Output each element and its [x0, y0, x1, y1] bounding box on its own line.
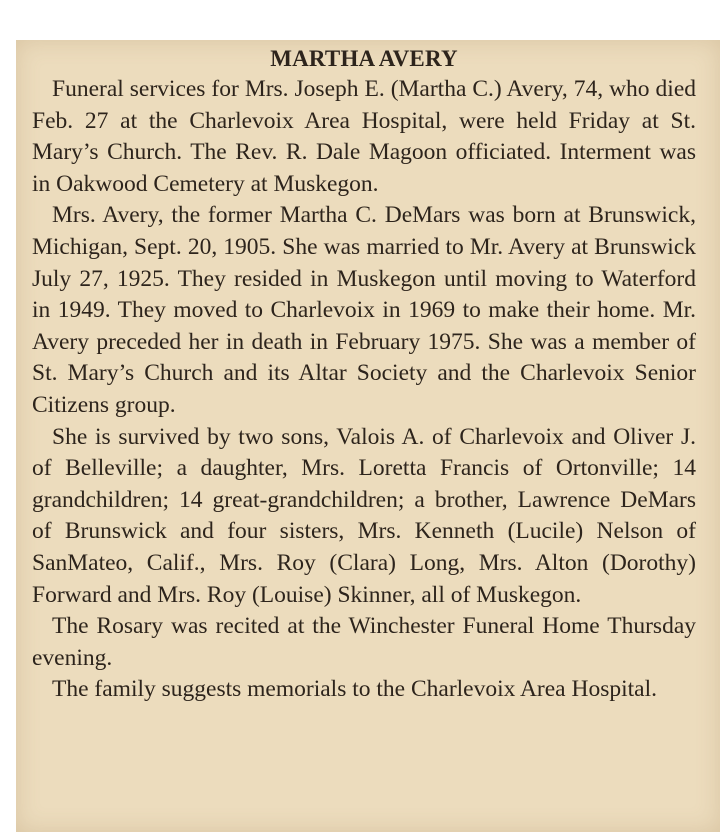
- obituary-headline: MARTHA AVERY: [270, 46, 458, 71]
- obituary-paragraph-survivors: She is survived by two sons, Valois A. of Charlevoix and Oliver J. of Belleville; a daughter, Mrs. Loretta Francis of Ortonville; 14 grandchildren; 14 great-grandchildren; a brother, Lawrence DeMars of Brunswick and four sisters, Mrs. Kenneth (Lucile) Nelson of SanMateo, Calif., Mrs. Roy (Clara) Long, Mrs. Alton (Dorothy) Forward and Mrs. Roy (Louise) Skinner, all of Muskegon.: [32, 423, 696, 608]
- obituary-paragraph-memorials: The family suggests memorials to the Charlevoix Area Hospital.: [52, 676, 657, 703]
- obituary-paragraph-biography: Mrs. Avery, the former Martha C. DeMars was born at Brunswick, Michigan, Sept. 20, 1905. She was married to Mr. Avery at Brunswick July 27, 1925. They resided in Muskegon until moving to Waterford in 1949. They moved to Charlevoix in 1969 to make their home. Mr. Avery preceded her in death in February 1975. She was a member of St. Mary’s Church and its Altar Society and the Charlevoix Senior Citizens group.: [32, 202, 696, 418]
- newspaper-clipping: [16, 40, 720, 832]
- obituary-paragraph-rosary: The Rosary was recited at the Winchester Funeral Home Thursday evening.: [32, 613, 696, 671]
- obituary-paragraph-services: Funeral services for Mrs. Joseph E. (Martha C.) Avery, 74, who died Feb. 27 at the Charlevoix Area Hospital, were held Friday at St. Mary’s Church. The Rev. R. Dale Magoon officiated. Interment was in Oakwood Cemetery at Muskegon.: [32, 76, 696, 197]
